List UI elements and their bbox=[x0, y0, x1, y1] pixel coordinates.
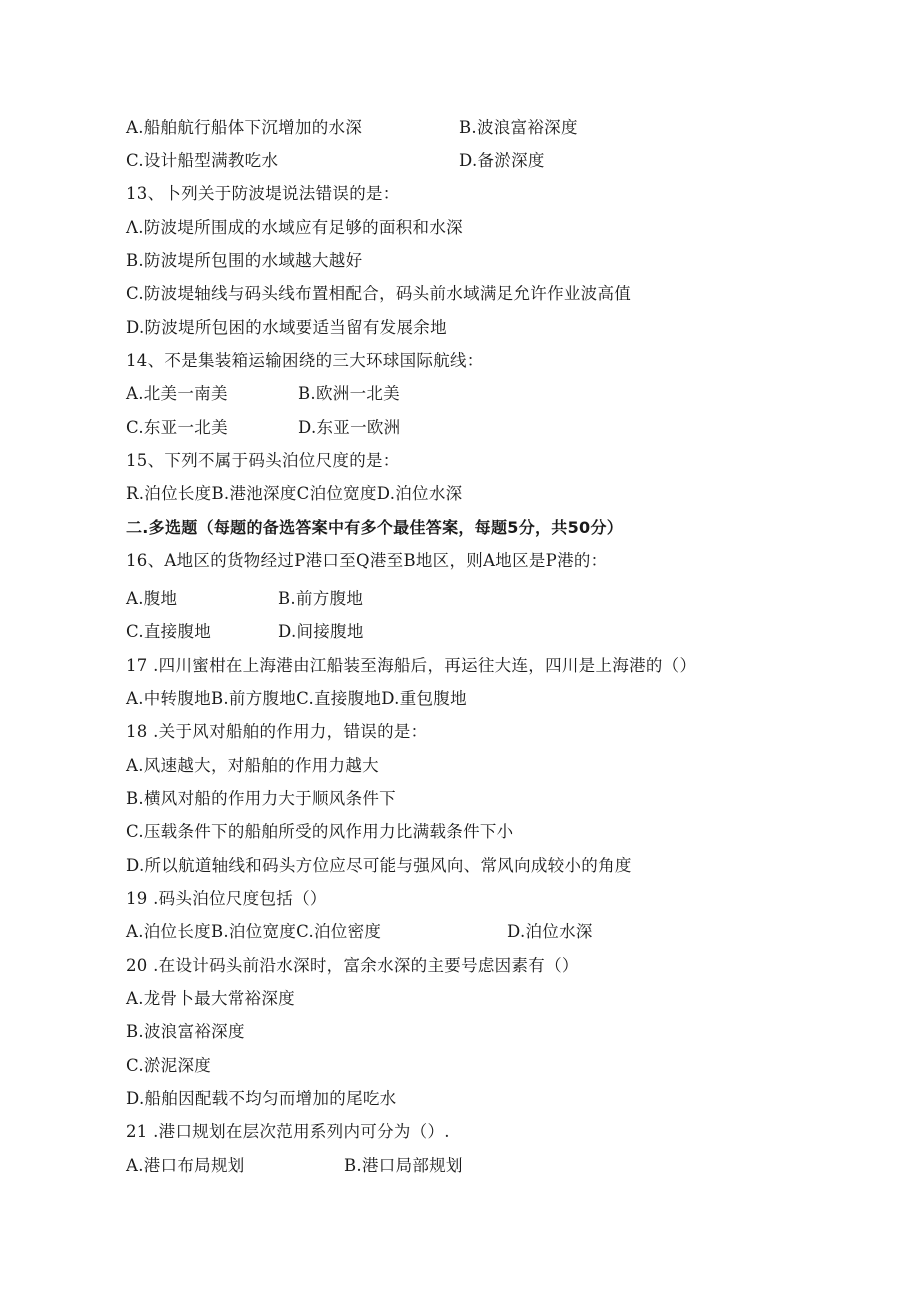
option-a: A.港口布局规划 bbox=[126, 1156, 245, 1175]
option-line bbox=[126, 617, 364, 647]
question-14: 14、不是集装箱运输困绕的三大环球国际航线： bbox=[126, 351, 484, 370]
option-line: D.所以航道轴线和码头方位应尽可能与强风向、常风向成较小的角度 bbox=[126, 856, 632, 875]
option-line: R.泊位长度B.港池深度C泊位宽度D.泊位水深 bbox=[126, 484, 463, 503]
question-13: 13、卜列关于防波堤说法错误的是： bbox=[126, 184, 400, 203]
option-line bbox=[126, 1151, 463, 1181]
option-line: Λ.防波堤所围成的水域应有足够的面积和水深 bbox=[126, 218, 463, 237]
option-line bbox=[126, 917, 593, 947]
option-line: A.风速越大，对船舶的作用力越大 bbox=[126, 756, 379, 775]
option-abc: A.泊位长度B.泊位宽度C.泊位密度 bbox=[126, 922, 382, 941]
option-line: B.横风对船的作用力大于顺风条件下 bbox=[126, 789, 396, 808]
option-c: C.东亚一北美 bbox=[126, 418, 228, 437]
option-c: C.直接腹地 bbox=[126, 622, 212, 641]
option-a: A.腹地 bbox=[126, 589, 178, 608]
option-line bbox=[126, 584, 364, 614]
option-line bbox=[126, 146, 545, 176]
question-17: 17 .四川蜜柑在上海港由江船装至海船后，再运往大连，四川是上海港的（） bbox=[126, 656, 697, 675]
option-line bbox=[126, 113, 578, 143]
option-line: C.淤泥深度 bbox=[126, 1056, 212, 1075]
question-19: 19 .码头泊位尺度包括（） bbox=[126, 889, 327, 908]
option-line: B.防波堤所包围的水域越大越好 bbox=[126, 251, 363, 270]
option-c: C.设计船型满教吃水 bbox=[126, 151, 279, 170]
option-line bbox=[126, 413, 401, 443]
section-heading: 二.多选题（每题的备选答案中有多个最佳答案，每题5分，共50分） bbox=[126, 518, 624, 537]
question-16: 16、A地区的货物经过P港口至Q港至B地区，则A地区是P港的： bbox=[126, 551, 608, 570]
option-line: A.龙骨卜最大常裕深度 bbox=[126, 989, 295, 1008]
option-d: D.泊位水深 bbox=[507, 922, 593, 941]
option-a: A.船舶航行船体下沉增加的水深 bbox=[126, 118, 363, 137]
option-line: D.船舶因配载不均匀而增加的尾吃水 bbox=[126, 1089, 397, 1108]
option-d: D.间接腹地 bbox=[278, 622, 364, 641]
option-line: C.压载条件下的船舶所受的风作用力比满载条件下小 bbox=[126, 822, 514, 841]
question-21: 21 .港口规划在层次范用系列内可分为（）. bbox=[126, 1122, 450, 1141]
option-a: A.北美一南美 bbox=[126, 384, 228, 403]
option-line: D.防波堤所包困的水域要适当留有发展余地 bbox=[126, 318, 447, 337]
option-d: D.东亚一欧洲 bbox=[298, 418, 401, 437]
option-b: B.波浪富裕深度 bbox=[459, 118, 578, 137]
question-20: 20 .在设计码头前沿水深时，富余水深的主要号虑因素有（） bbox=[126, 956, 579, 975]
option-line: A.中转腹地B.前方腹地C.直接腹地D.重包腹地 bbox=[126, 689, 467, 708]
option-d: D.备淤深度 bbox=[459, 151, 545, 170]
option-b: B.欧洲一北美 bbox=[298, 384, 400, 403]
option-line bbox=[126, 379, 400, 409]
question-18: 18 .关于风对船舶的作用力，错误的是： bbox=[126, 722, 428, 741]
question-15: 15、下列不属于码头泊位尺度的是： bbox=[126, 451, 400, 470]
option-b: B.前方腹地 bbox=[278, 589, 364, 608]
option-line: C.防波堤轴线与码头线布置相配合，码头前水域满足允许作业波高值 bbox=[126, 284, 632, 303]
option-line: B.波浪富裕深度 bbox=[126, 1022, 245, 1041]
option-b: B.港口局部规划 bbox=[344, 1156, 463, 1175]
